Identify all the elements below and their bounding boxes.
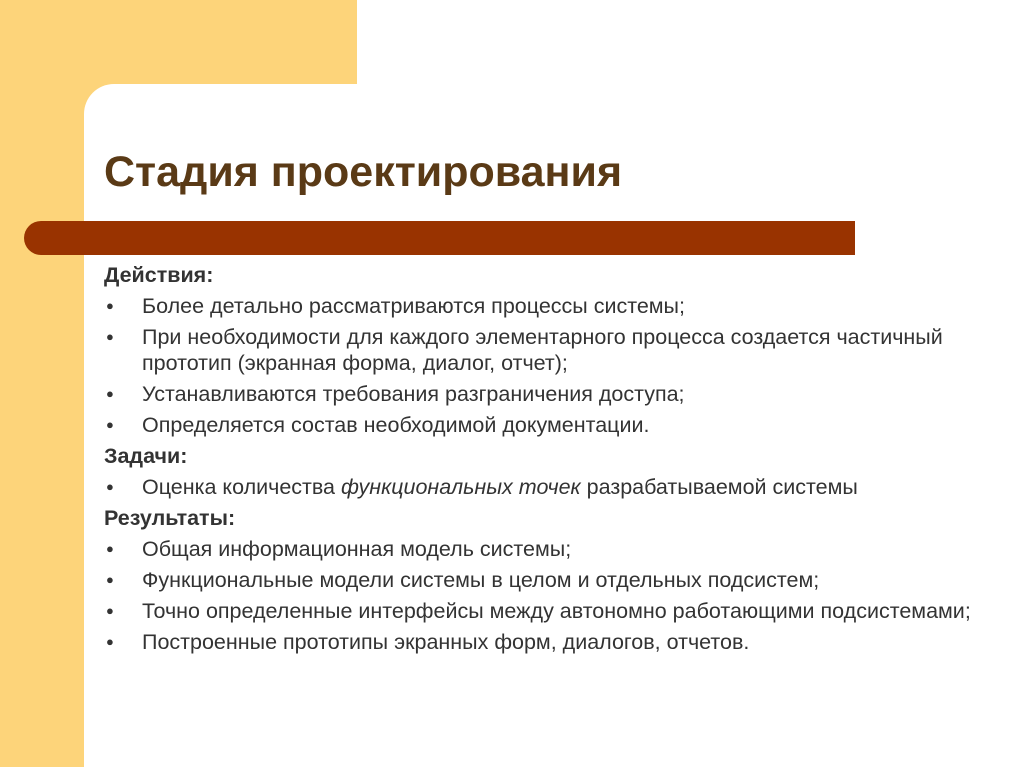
bullet-icon: ● bbox=[106, 329, 114, 344]
section-results bbox=[104, 505, 984, 655]
section-tasks bbox=[104, 443, 984, 500]
bullet-icon: ● bbox=[106, 479, 114, 494]
list-item: ● Общая информационная модель системы; bbox=[106, 537, 572, 561]
bullet-icon: ● bbox=[106, 572, 114, 587]
decor-top-block bbox=[0, 0, 357, 84]
bullet-icon: ● bbox=[106, 298, 114, 313]
bullet-icon: ● bbox=[106, 634, 114, 649]
title-underline-bar bbox=[24, 221, 855, 255]
section-heading: Действия: bbox=[104, 263, 214, 287]
bullet-list bbox=[104, 474, 984, 500]
list-item: ● Функциональные модели системы в целом и отдельных подсистем; bbox=[106, 568, 820, 592]
bullet-list bbox=[104, 293, 984, 438]
list-item: ● Точно определенные интерфейсы между автономно работающими подсистемами; bbox=[106, 599, 971, 623]
bullet-icon: ● bbox=[106, 386, 114, 401]
bullet-icon: ● bbox=[106, 417, 114, 432]
section-actions bbox=[104, 262, 984, 438]
bullet-list bbox=[104, 536, 984, 655]
slide-title: Стадия проектирования bbox=[104, 148, 623, 196]
list-item: ● При необходимости для каждого элементарного процесса создается частичный прототип (экранная форма, диалог, отчет); bbox=[106, 325, 943, 375]
bullet-icon: ● bbox=[106, 603, 114, 618]
section-heading: Результаты: bbox=[104, 506, 236, 530]
slide-content bbox=[104, 262, 984, 660]
list-item: ● Определяется состав необходимой документации. bbox=[106, 413, 650, 437]
emphasis-text: функциональных точек bbox=[341, 475, 581, 499]
bullet-icon: ● bbox=[106, 541, 114, 556]
list-item: ● Устанавливаются требования разграничения доступа; bbox=[106, 382, 685, 406]
list-item: ● Оценка количества функциональных точек разрабатываемой системы bbox=[106, 475, 858, 499]
section-heading: Задачи: bbox=[104, 444, 188, 468]
decor-left-strip bbox=[0, 0, 84, 767]
list-item: ● Построенные прототипы экранных форм, диалогов, отчетов. bbox=[106, 630, 750, 654]
list-item: ● Более детально рассматриваются процессы системы; bbox=[106, 294, 685, 318]
